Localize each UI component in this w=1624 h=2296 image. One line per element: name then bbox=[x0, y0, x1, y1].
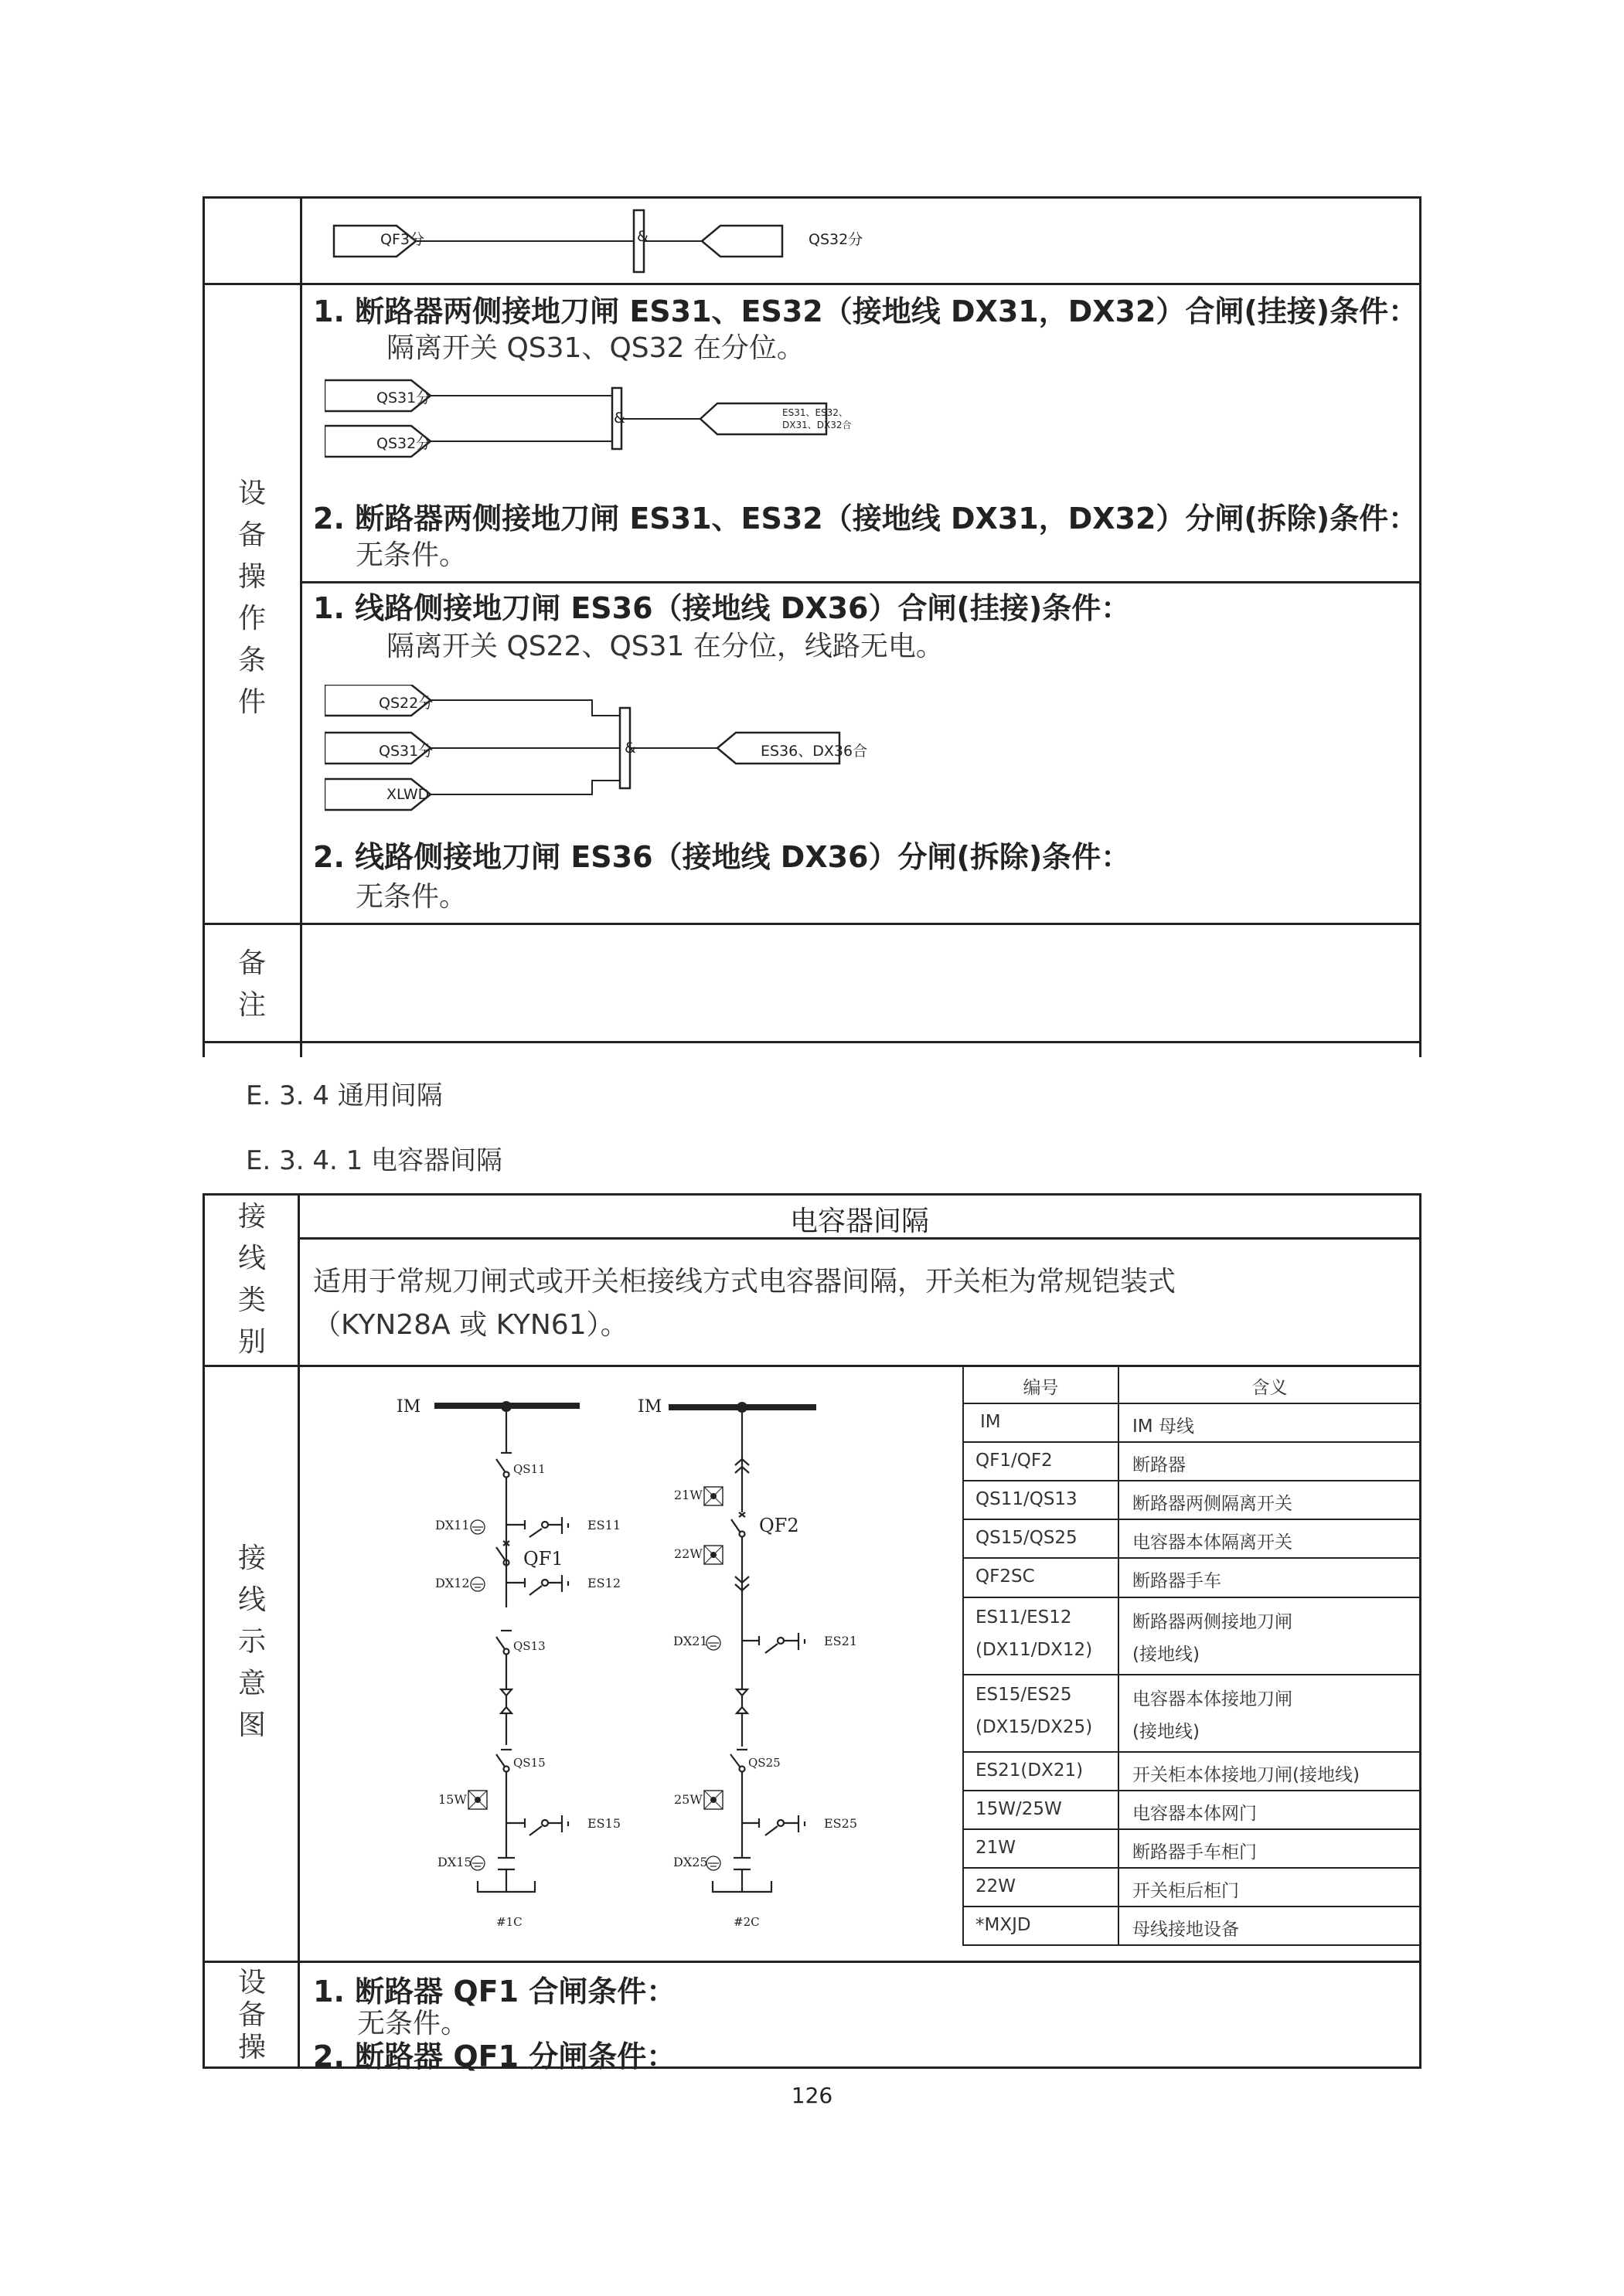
label-char: 接 bbox=[237, 1543, 266, 1574]
table1-bottom-border bbox=[203, 1041, 1421, 1043]
condition-title: 1. 线路侧接地刀闸 ES36（接地线 DX36）合闸(挂接)条件： bbox=[313, 591, 1131, 625]
logic-output-label: QS32分 bbox=[809, 231, 863, 248]
device-label: DX25 bbox=[673, 1855, 708, 1869]
logic-output-line: DX31、DX32合 bbox=[782, 420, 852, 430]
legend-meaning: ⅠM 母线 bbox=[1132, 1417, 1194, 1437]
legend-row-line bbox=[962, 1751, 1420, 1753]
condition-description: 无条件。 bbox=[357, 2008, 469, 2039]
legend-row-line bbox=[962, 1828, 1420, 1830]
wiring-diagram-label bbox=[206, 1538, 298, 1747]
logic-input-label: QS22分 bbox=[379, 695, 434, 712]
label-char: 示 bbox=[237, 1626, 266, 1658]
capacitor-label: #2C bbox=[734, 1915, 760, 1929]
legend-row-line bbox=[962, 1519, 1420, 1520]
door-label: 15W bbox=[438, 1792, 467, 1807]
logic-output-label: ES36、DX36合 bbox=[761, 743, 868, 760]
label-char: 条 bbox=[237, 645, 266, 676]
legend-meaning-secondary: (接地线) bbox=[1132, 1722, 1200, 1742]
legend-meaning: 电容器本体网门 bbox=[1132, 1804, 1257, 1824]
logic-input-label: XLWD bbox=[386, 786, 430, 803]
legend-row-line bbox=[962, 1597, 1420, 1598]
legend-code: ES11/ES12 bbox=[975, 1607, 1072, 1628]
legend-meaning: 断路器两侧隔离开关 bbox=[1132, 1494, 1292, 1514]
operation-conditions-label bbox=[206, 1967, 298, 2064]
legend-code-secondary: (DX15/DX25) bbox=[975, 1717, 1093, 1737]
legend-row-line bbox=[962, 1480, 1420, 1481]
remarks-label bbox=[206, 943, 298, 1026]
device-label: ES11 bbox=[587, 1518, 621, 1532]
table1-column-divider bbox=[300, 196, 302, 1057]
wiring-type-description: 适用于常规刀闸式或开关柜接线方式电容器间隔，开关柜为常规铠装式 bbox=[313, 1266, 1176, 1298]
legend-code: ES15/ES25 bbox=[975, 1685, 1072, 1705]
condition-description: 无条件。 bbox=[356, 881, 468, 913]
legend-header-meaning: 含义 bbox=[1251, 1378, 1288, 1398]
door-label: 22W bbox=[674, 1546, 703, 1561]
device-label: ES21 bbox=[824, 1634, 857, 1648]
legend-code: 22W bbox=[975, 1876, 1016, 1896]
legend-code: 21W bbox=[975, 1838, 1016, 1858]
logic-input-label: QS32分 bbox=[376, 435, 431, 452]
label-char: 图 bbox=[237, 1709, 266, 1741]
section-heading: E. 3. 4 通用间隔 bbox=[246, 1080, 443, 1111]
operation-conditions-label bbox=[206, 473, 298, 723]
legend-row-line bbox=[962, 1441, 1420, 1443]
legend-code-secondary: (DX11/DX12) bbox=[975, 1640, 1093, 1660]
legend-meaning: 母线接地设备 bbox=[1132, 1920, 1239, 1940]
single-line-diagram-2 bbox=[618, 1376, 866, 1947]
label-char: 设 bbox=[237, 478, 266, 509]
bus-label: ⅠM bbox=[638, 1397, 662, 1417]
legend-row-line bbox=[962, 1403, 1420, 1404]
device-label: DX15 bbox=[437, 1855, 472, 1869]
legend-left-border bbox=[962, 1365, 964, 1946]
label-char: 备 bbox=[237, 947, 266, 979]
legend-meaning: 断路器手车柜门 bbox=[1132, 1842, 1257, 1862]
label-char: 设 bbox=[237, 1967, 266, 1998]
legend-meaning: 电容器本体接地刀闸 bbox=[1132, 1689, 1292, 1709]
table1-left-border bbox=[203, 196, 205, 1057]
label-char: 操 bbox=[237, 2032, 266, 2063]
legend-code: ⅠM bbox=[980, 1412, 1001, 1432]
condition-title: 1. 断路器 QF1 合闸条件： bbox=[313, 1975, 676, 2009]
logic-input-label: QS31分 bbox=[379, 743, 434, 760]
wiring-type-title: 电容器间隔 bbox=[789, 1206, 929, 1237]
condition-title: 2. 线路侧接地刀闸 ES36（接地线 DX36）分闸(拆除)条件： bbox=[313, 840, 1131, 874]
wiring-type-label bbox=[206, 1196, 298, 1363]
legend-header-code: 编号 bbox=[1023, 1378, 1059, 1398]
table2-row-divider bbox=[203, 1961, 1421, 1963]
table2-top-border bbox=[203, 1193, 1421, 1196]
device-label: ES15 bbox=[587, 1816, 621, 1831]
table1-top-border bbox=[203, 196, 1421, 199]
label-char: 备 bbox=[237, 519, 266, 551]
breaker-label: QF2 bbox=[759, 1515, 799, 1536]
device-label: DX11 bbox=[435, 1518, 470, 1532]
condition-description: 隔离开关 QS31、QS32 在分位。 bbox=[386, 332, 805, 364]
legend-row-line bbox=[962, 1790, 1420, 1791]
legend-code: QS15/QS25 bbox=[975, 1528, 1078, 1548]
logic-input-label: QS31分 bbox=[376, 389, 431, 406]
legend-row-line bbox=[962, 1557, 1420, 1559]
legend-meaning: 断路器手车 bbox=[1132, 1571, 1221, 1591]
device-label: QS15 bbox=[513, 1756, 546, 1770]
label-char: 备 bbox=[237, 1999, 266, 2031]
label-char: 类 bbox=[237, 1284, 266, 1316]
table1-right-border bbox=[1419, 196, 1421, 1057]
condition-title: 2. 断路器 QF1 分闸条件： bbox=[313, 2039, 676, 2073]
legend-code: QF1/QF2 bbox=[975, 1451, 1053, 1471]
logic-gate-and: & bbox=[614, 410, 625, 427]
logic-gate-and: & bbox=[637, 228, 649, 245]
legend-code: QS11/QS13 bbox=[975, 1489, 1078, 1509]
legend-code: *MXJD bbox=[975, 1915, 1031, 1935]
legend-code: QF2SC bbox=[975, 1566, 1035, 1587]
condition-description: 无条件。 bbox=[356, 539, 468, 571]
device-label: DX21 bbox=[673, 1634, 708, 1648]
legend-meaning-secondary: (接地线) bbox=[1132, 1645, 1200, 1665]
label-char: 线 bbox=[237, 1584, 266, 1616]
device-label: DX12 bbox=[435, 1576, 470, 1590]
label-char: 接 bbox=[237, 1201, 266, 1233]
legend-code: ES21(DX21) bbox=[975, 1760, 1084, 1781]
device-label: QS25 bbox=[748, 1756, 781, 1770]
device-label: ES12 bbox=[587, 1576, 621, 1590]
legend-code: 15W/25W bbox=[975, 1799, 1062, 1819]
logic-output-label bbox=[782, 406, 851, 431]
legend-meaning: 开关柜后柜门 bbox=[1132, 1881, 1239, 1901]
table2-left-border bbox=[203, 1193, 205, 2069]
device-label: QS11 bbox=[513, 1462, 546, 1476]
subsection-heading: E. 3. 4. 1 电容器间隔 bbox=[246, 1145, 503, 1176]
label-char: 操 bbox=[237, 561, 266, 593]
bus-label: ⅠM bbox=[397, 1397, 421, 1417]
legend-meaning: 断路器两侧接地刀闸 bbox=[1132, 1612, 1292, 1632]
door-label: 21W bbox=[674, 1488, 703, 1502]
condition-title: 2. 断路器两侧接地刀闸 ES31、ES32（接地线 DX31，DX32）分闸(拆除)条件： bbox=[313, 502, 1418, 536]
legend-column-divider bbox=[1118, 1365, 1119, 1946]
label-char: 意 bbox=[237, 1668, 266, 1699]
legend-row-line bbox=[962, 1906, 1420, 1907]
logic-gate-and: & bbox=[625, 740, 636, 757]
label-char: 注 bbox=[237, 989, 266, 1021]
table1-row-divider bbox=[203, 283, 1421, 285]
logic-output-line: ES31、ES32、 bbox=[782, 407, 848, 418]
legend-meaning: 断路器 bbox=[1132, 1455, 1186, 1475]
table1-subsection-divider bbox=[300, 581, 1421, 583]
device-label: ES25 bbox=[824, 1816, 857, 1831]
capacitor-label: #1C bbox=[496, 1915, 523, 1929]
legend-row-line bbox=[962, 1674, 1420, 1675]
table1-row-divider bbox=[203, 923, 1421, 925]
wiring-type-description: （KYN28A 或 KYN61）。 bbox=[313, 1309, 628, 1341]
breaker-label: QF1 bbox=[523, 1548, 563, 1570]
legend-meaning: 电容器本体隔离开关 bbox=[1132, 1532, 1292, 1553]
single-line-diagram-1 bbox=[379, 1376, 626, 1947]
page-number: 126 bbox=[791, 2083, 833, 2108]
table2-right-border bbox=[1419, 1193, 1421, 2069]
condition-title: 1. 断路器两侧接地刀闸 ES31、ES32（接地线 DX31，DX32）合闸(挂接)条件： bbox=[313, 294, 1418, 328]
device-label: QS13 bbox=[513, 1639, 546, 1653]
legend-bottom-border bbox=[962, 1944, 1420, 1946]
table2-row-divider bbox=[203, 1365, 1421, 1367]
label-char: 别 bbox=[237, 1326, 266, 1358]
label-char: 作 bbox=[237, 603, 266, 634]
logic-input-label: QF3分 bbox=[380, 231, 424, 248]
condition-description: 隔离开关 QS22、QS31 在分位，线路无电。 bbox=[386, 631, 944, 662]
legend-row-line bbox=[962, 1867, 1420, 1869]
door-label: 25W bbox=[674, 1792, 703, 1807]
label-char: 线 bbox=[237, 1243, 266, 1274]
label-char: 件 bbox=[237, 686, 266, 718]
legend-meaning: 开关柜本体接地刀闸(接地线) bbox=[1132, 1765, 1360, 1785]
